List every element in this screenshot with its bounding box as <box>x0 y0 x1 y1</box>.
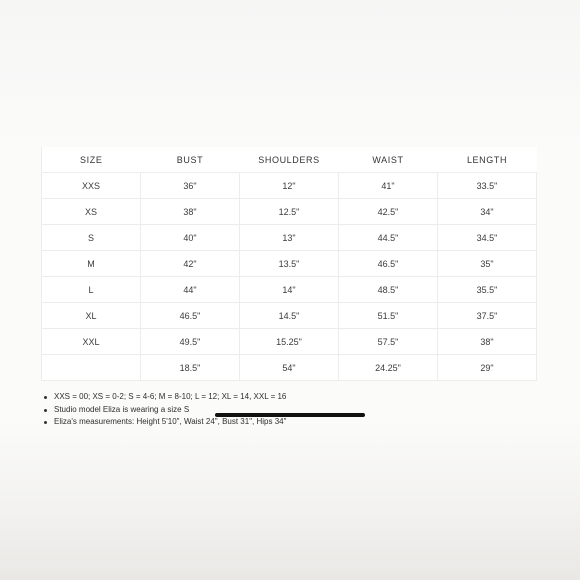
list-item: XXS = 00; XS = 0-2; S = 4-6; M = 8-10; L = 12; XL = 14, XXL = 16 <box>54 391 384 404</box>
list-item: Eliza's measurements: Height 5'10", Waist 24", Bust 31", Hips 34" <box>54 416 384 426</box>
length-cell: 35.5" <box>438 277 537 303</box>
length-cell: 34.5" <box>438 225 537 251</box>
size-notes-list <box>42 391 384 426</box>
waist-cell: 44.5" <box>339 225 438 251</box>
bust-cell: 42" <box>141 251 240 277</box>
waist-cell: 41" <box>339 173 438 199</box>
size-cell: XS <box>42 199 141 225</box>
bust-cell: 46.5" <box>141 303 240 329</box>
length-cell: 38" <box>438 329 537 355</box>
table-row <box>42 225 537 251</box>
table-row <box>42 303 537 329</box>
size-cell: XXL <box>42 329 141 355</box>
table-row <box>42 329 537 355</box>
waist-cell: 46.5" <box>339 251 438 277</box>
bust-cell: 38" <box>141 199 240 225</box>
table-row <box>42 277 537 303</box>
header-length: LENGTH <box>438 147 537 173</box>
waist-cell: 51.5" <box>339 303 438 329</box>
table-row <box>42 199 537 225</box>
scroll-indicator-bar[interactable] <box>215 413 365 417</box>
table-header-row <box>42 147 537 173</box>
table-row <box>42 173 537 199</box>
waist-cell: 57.5" <box>339 329 438 355</box>
bottom-background <box>0 420 580 580</box>
size-chart-table <box>41 147 537 381</box>
length-cell: 34" <box>438 199 537 225</box>
bust-cell: 40" <box>141 225 240 251</box>
size-cell: S <box>42 225 141 251</box>
shoulders-cell: 15.25" <box>240 329 339 355</box>
waist-cell: 24.25" <box>339 355 438 381</box>
shoulders-cell: 13" <box>240 225 339 251</box>
header-waist: WAIST <box>339 147 438 173</box>
length-cell: 29" <box>438 355 537 381</box>
shoulders-cell: 12.5" <box>240 199 339 225</box>
waist-cell: 48.5" <box>339 277 438 303</box>
header-shoulders: SHOULDERS <box>240 147 339 173</box>
waist-cell: 42.5" <box>339 199 438 225</box>
length-cell: 37.5" <box>438 303 537 329</box>
shoulders-cell: 54" <box>240 355 339 381</box>
table-row <box>42 251 537 277</box>
shoulders-cell: 13.5" <box>240 251 339 277</box>
bust-cell: 49.5" <box>141 329 240 355</box>
bust-cell: 18.5" <box>141 355 240 381</box>
table-row <box>42 355 537 381</box>
size-cell: XL <box>42 303 141 329</box>
size-cell <box>42 355 141 381</box>
shoulders-cell: 14.5" <box>240 303 339 329</box>
top-background <box>0 0 580 150</box>
shoulders-cell: 12" <box>240 173 339 199</box>
size-cell: XXS <box>42 173 141 199</box>
shoulders-cell: 14" <box>240 277 339 303</box>
header-bust: BUST <box>141 147 240 173</box>
bust-cell: 44" <box>141 277 240 303</box>
size-cell: L <box>42 277 141 303</box>
length-cell: 35" <box>438 251 537 277</box>
list-item: Studio model Eliza is wearing a size S <box>54 404 384 417</box>
header-size: SIZE <box>42 147 141 173</box>
size-cell: M <box>42 251 141 277</box>
length-cell: 33.5" <box>438 173 537 199</box>
bust-cell: 36" <box>141 173 240 199</box>
